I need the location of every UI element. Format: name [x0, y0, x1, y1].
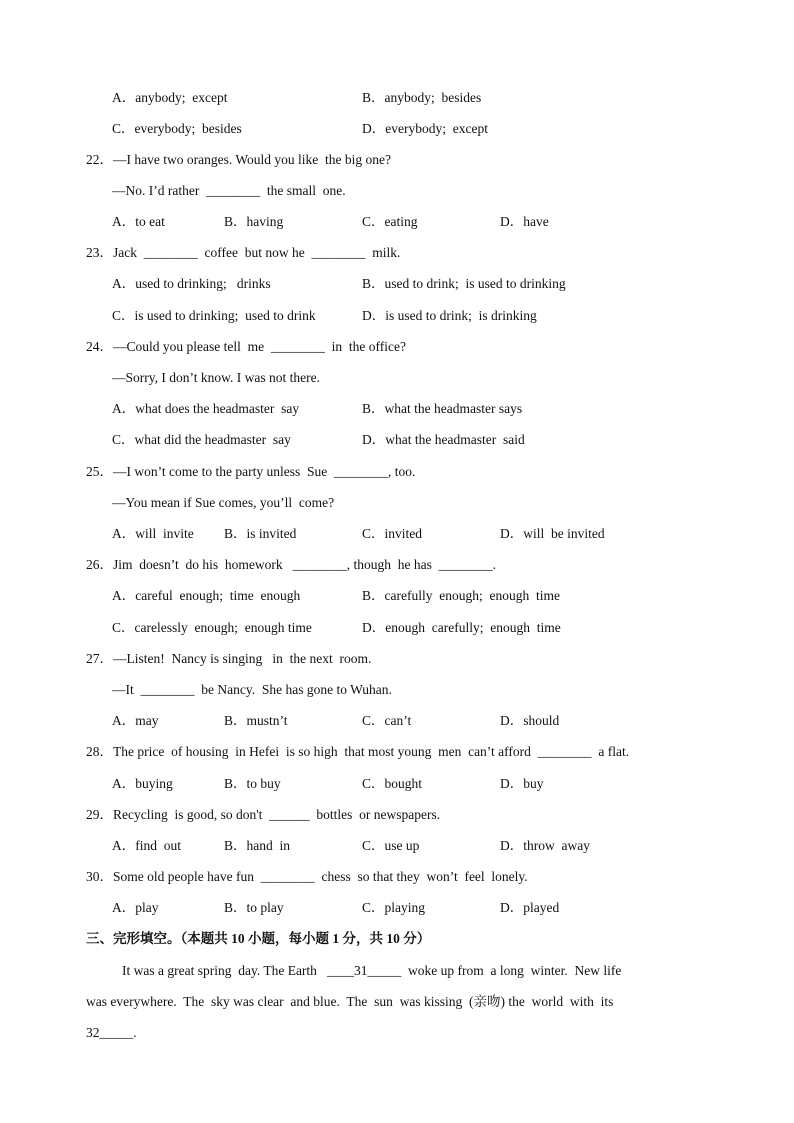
text-line: —You mean if Sue comes, you’ll come? — [112, 495, 335, 510]
text-line: 23．Jack ________ coffee but now he ________ milk. — [86, 245, 401, 260]
text-line: C．is used to drinking; used to drink — [112, 308, 316, 323]
text-line: B．to play — [224, 900, 284, 915]
text-line: 22．—I have two oranges. Would you like the big one? — [86, 152, 391, 167]
text-line: A．careful enough; time enough — [112, 588, 301, 603]
text-line: B．used to drink; is used to drinking — [362, 276, 566, 291]
text-line: A．used to drinking; drinks — [112, 276, 271, 291]
text-line: C．everybody; besides — [112, 121, 242, 136]
text-line: 28．The price of housing in Hefei is so high that most young men can’t afford ________ a flat. — [86, 744, 630, 759]
text-line: C．invited — [362, 526, 422, 541]
text-line: It was a great spring day. The Earth ____31_____ woke up from a long winter. New life — [122, 963, 622, 978]
text-line: D．will be invited — [500, 526, 605, 541]
text-line: C．what did the headmaster say — [112, 432, 291, 447]
text-line: D．buy — [500, 776, 544, 791]
text-line: D．played — [500, 900, 560, 915]
text-line: 32_____. — [86, 1025, 137, 1040]
text-line: A．find out — [112, 838, 181, 853]
text-line: D．have — [500, 214, 549, 229]
text-line: A．anybody; except — [112, 90, 228, 105]
text-line: A．what does the headmaster say — [112, 401, 300, 416]
text-line: A．buying — [112, 776, 173, 791]
text-line: A．may — [112, 713, 159, 728]
text-line: C．playing — [362, 900, 425, 915]
text-line: D．should — [500, 713, 560, 728]
text-line: D．throw away — [500, 838, 590, 853]
text-line: B．carefully enough; enough time — [362, 588, 560, 603]
text-line: B．to buy — [224, 776, 281, 791]
text-line: C．use up — [362, 838, 420, 853]
text-line: 25．—I won’t come to the party unless Sue ________, too. — [86, 464, 416, 479]
text-line: C．can’t — [362, 713, 412, 728]
text-line: D．is used to drink; is drinking — [362, 308, 537, 323]
text-line: —No. I’d rather ________ the small one. — [112, 183, 346, 198]
text-line: —It ________ be Nancy. She has gone to Wuhan. — [112, 682, 392, 697]
text-line: A．will invite — [112, 526, 194, 541]
text-line: C．eating — [362, 214, 418, 229]
text-line: 30．Some old people have fun ________ chess so that they won’t feel lonely. — [86, 869, 528, 884]
text-line: D．enough carefully; enough time — [362, 620, 561, 635]
text-line: 27．—Listen! Nancy is singing in the next room. — [86, 651, 372, 666]
text-line: D．what the headmaster said — [362, 432, 525, 447]
text-line: A．play — [112, 900, 159, 915]
text-line: B．having — [224, 214, 284, 229]
text-line: D．everybody; except — [362, 121, 488, 136]
text-line: 26．Jim doesn’t do his homework ________, though he has ________. — [86, 557, 496, 572]
text-line: B．what the headmaster says — [362, 401, 523, 416]
section-heading: 三、完形填空。（本题共 10 小题，每小题 1 分，共 10 分） — [86, 931, 431, 946]
text-line: B．hand in — [224, 838, 290, 853]
text-line: B．anybody; besides — [362, 90, 482, 105]
text-line: was everywhere. The sky was clear and blue. The sun was kissing (亲吻) the world with its — [86, 994, 614, 1009]
text-line: C．bought — [362, 776, 423, 791]
text-line: B．is invited — [224, 526, 297, 541]
text-line: A．to eat — [112, 214, 165, 229]
text-line: 24．—Could you please tell me ________ in the office? — [86, 339, 406, 354]
text-line: 29．Recycling is good, so don't ______ bottles or newspapers. — [86, 807, 441, 822]
text-line: C．carelessly enough; enough time — [112, 620, 312, 635]
text-line: —Sorry, I don’t know. I was not there. — [112, 370, 320, 385]
text-line: B．mustn’t — [224, 713, 288, 728]
